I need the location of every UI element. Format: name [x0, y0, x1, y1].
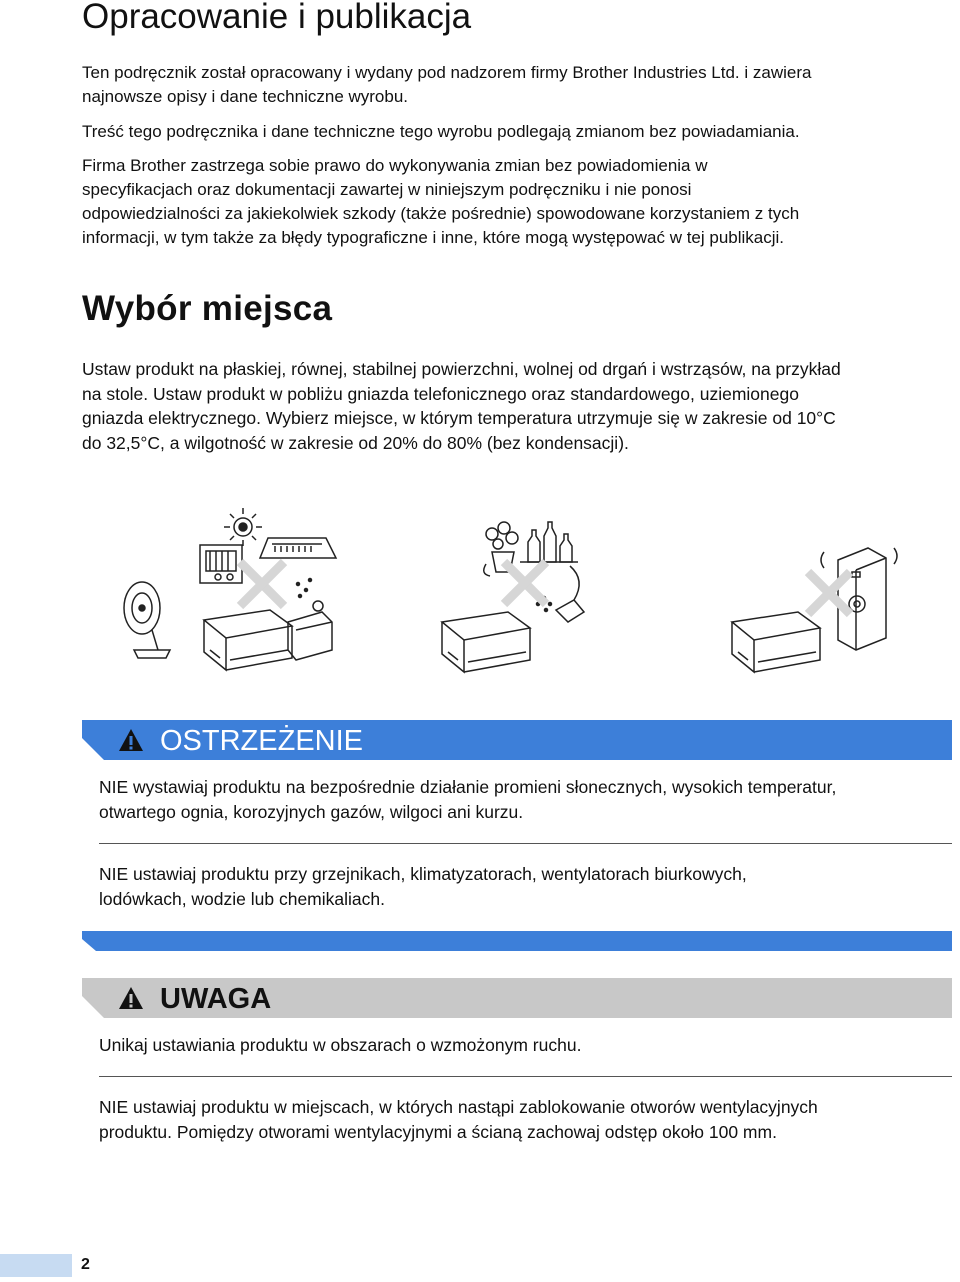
warning-banner [82, 720, 952, 760]
paragraph-line: gniazda elektrycznego. Wybierz miejsce, w którym temperatura utrzymuje się w zakresie od 10°C [82, 408, 836, 428]
prohibited-x-icon [240, 562, 284, 606]
paragraph-line: Ustaw produkt na płaskiej, równej, stabilnej powierzchni, wolnej od drgań i wstrząsów, na przykład [82, 359, 841, 379]
caution-triangle-icon [118, 986, 144, 1010]
page-number: 2 [81, 1256, 90, 1273]
chemical-bottles-icon [520, 522, 578, 562]
printer-icon [204, 610, 292, 670]
warning-footer-bar [82, 931, 952, 951]
scene-water-chemicals [442, 522, 584, 672]
sun-icon [224, 508, 262, 546]
warning-line: NIE ustawiaj produktu przy grzejnikach, klimatyzatorach, wentylatorach biurkowych, [99, 864, 747, 884]
caution-item-1: Unikaj ustawiania produktu w obszarach o wzmożonym ruchu. [99, 1035, 582, 1055]
scene-heat-sources [124, 508, 336, 670]
caution-banner [82, 978, 952, 1018]
warning-triangle-icon [118, 728, 144, 752]
warning-line: lodówkach, wodzie lub chemikaliach. [99, 889, 385, 909]
paragraph-line: specyfikacjach oraz dokumentacji zawartej w niniejszym podręczniku i nie ponosi [82, 180, 692, 199]
caution-title: UWAGA [160, 983, 272, 1015]
range-hood-icon [260, 538, 336, 558]
warning-item-2 [99, 862, 959, 912]
desk-fan-icon [124, 582, 170, 658]
printer-icon [442, 612, 530, 672]
paragraph-line: odpowiedzialności za jakiekolwiek szkody (także pośrednie) spowodowane korzystaniem z tych [82, 204, 800, 223]
placement-illustrations [100, 500, 960, 700]
caution-line: produktu. Pomiędzy otworami wentylacyjnymi a ścianą zachowaj odstęp około 100 mm. [99, 1122, 777, 1142]
section-title-publication: Opracowanie i publikacja [82, 0, 472, 36]
prohibited-x-icon [808, 572, 850, 614]
caution-line: NIE ustawiaj produktu w miejscach, w których nastąpi zablokowanie otworów wentylacyjnych [99, 1097, 818, 1117]
warning-item-1 [99, 775, 959, 825]
caution-item-2 [99, 1095, 959, 1145]
paragraph-line: informacji, w tym także za błędy typograficzne i inne, które mogą występować w tej publikacji. [82, 228, 785, 247]
page-number-tab [0, 1254, 72, 1277]
section-title-location: Wybór miejsca [82, 289, 333, 328]
divider [99, 843, 952, 844]
prohibited-x-icon [504, 562, 546, 604]
divider [99, 1076, 952, 1077]
heater-icon [200, 545, 242, 583]
water-spray-icon [537, 566, 585, 622]
warning-line: otwartego ognia, korozyjnych gazów, wilgoci ani kurzu. [99, 802, 524, 822]
paragraph-line: Ten podręcznik został opracowany i wydany pod nadzorem firmy Brother Industries Ltd. i zawiera [82, 63, 812, 82]
paragraph-line: na stole. Ustaw produkt w pobliżu gniazda telefonicznego oraz standardowego, uziemionego [82, 383, 799, 404]
scene-vibration [732, 548, 897, 672]
humidifier-icon [288, 579, 332, 661]
paragraph-changes: Treść tego podręcznika i dane techniczne tego wyrobu podlegają zmianom bez powiadamiania. [82, 122, 800, 141]
paragraph-line: najnowsze opisy i dane techniczne wyrobu. [82, 87, 409, 106]
paragraph-line: Firma Brother zastrzega sobie prawo do wykonywania zmian bez powiadomienia w [82, 156, 708, 175]
paragraph-intro [82, 61, 954, 109]
printer-icon [732, 612, 820, 672]
paragraph-location [82, 357, 954, 455]
warning-line: NIE wystawiaj produktu na bezpośrednie działanie promieni słonecznych, wysokich temperatur, [99, 777, 837, 797]
warning-title: OSTRZEŻENIE [160, 725, 364, 757]
paragraph-line: do 32,5°C, a wilgotność w zakresie od 20% do 80% (bez kondensacji). [82, 432, 629, 453]
paragraph-disclaimer [82, 154, 954, 250]
